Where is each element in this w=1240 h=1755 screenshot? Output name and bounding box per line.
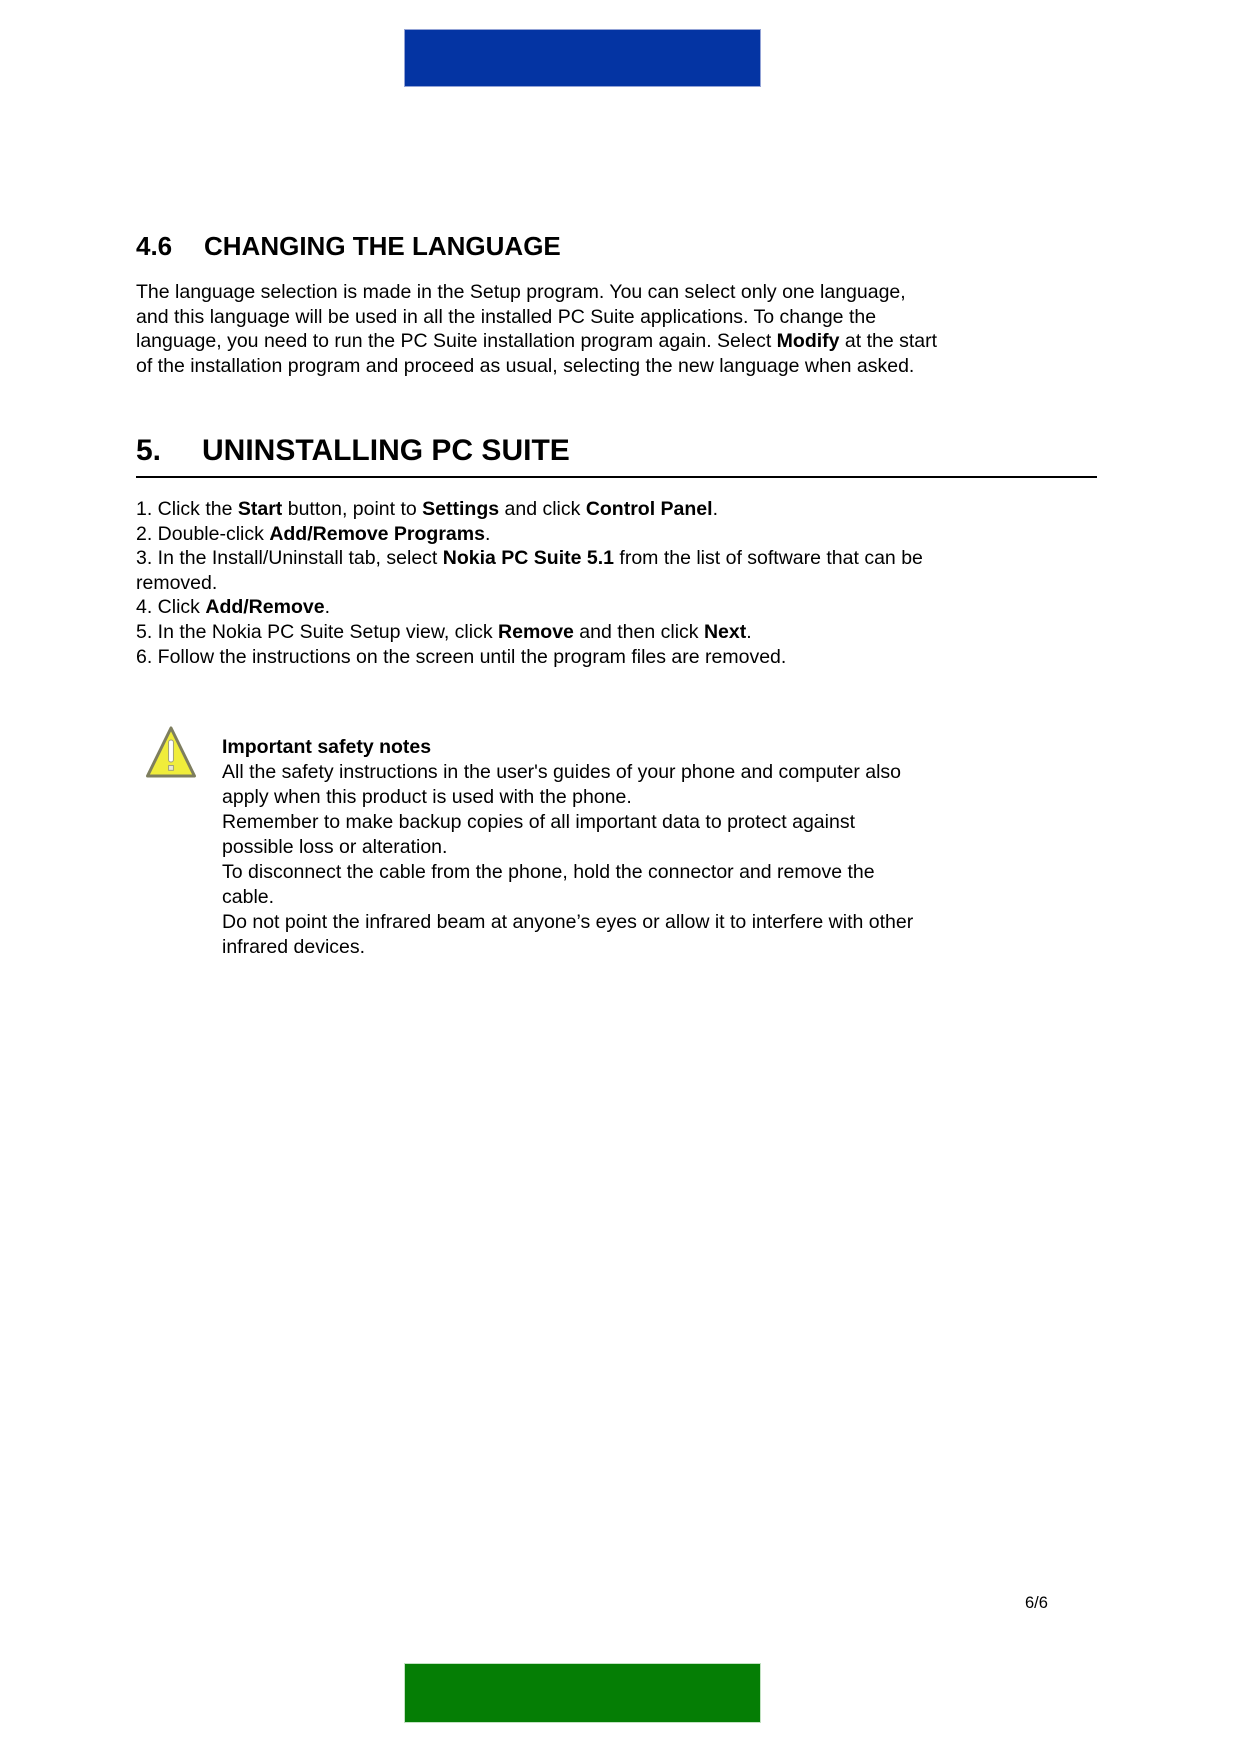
section-46-paragraph xyxy=(136,280,1116,378)
safety-note-line: All the safety instructions in the user's guides of your phone and computer also xyxy=(222,761,902,783)
list-line: removed. xyxy=(136,571,218,594)
safety-notes-title: Important safety notes xyxy=(222,736,432,758)
safety-note-line: To disconnect the cable from the phone, hold the connector and remove the xyxy=(222,861,875,883)
safety-notes-block xyxy=(222,735,1122,960)
safety-note-line: Do not point the infrared beam at anyone’s eyes or allow it to interfere with other xyxy=(222,911,914,933)
section-46-number: 4.6 xyxy=(136,231,173,261)
paragraph-line: language, you need to run the PC Suite installation program again. Select Modify at the start xyxy=(136,330,938,352)
paragraph-line: of the installation program and proceed as usual, selecting the new language when asked. xyxy=(136,354,915,377)
paragraph-line: and this language will be used in all the installed PC Suite applications. To change the xyxy=(136,305,877,328)
safety-note-line: infrared devices. xyxy=(222,936,366,958)
safety-note-line: Remember to make backup copies of all important data to protect against xyxy=(222,811,855,833)
list-line: 1. Click the Start button, point to Settings and click Control Panel. xyxy=(136,498,718,520)
safety-note-line: apply when this product is used with the phone. xyxy=(222,786,632,808)
list-line: 5. In the Nokia PC Suite Setup view, click Remove and then click Next. xyxy=(136,620,752,643)
section-5-heading xyxy=(136,434,570,467)
page-number: 6/6 xyxy=(1025,1594,1048,1612)
section-5-title: UNINSTALLING PC SUITE xyxy=(202,434,570,467)
list-line: 2. Double-click Add/Remove Programs. xyxy=(136,522,491,545)
section-46-heading xyxy=(136,232,561,261)
section-46-title: CHANGING THE LANGUAGE xyxy=(204,231,561,261)
section-divider-rule xyxy=(136,476,1097,478)
paragraph-line: The language selection is made in the Setup program. You can select only one language, xyxy=(136,281,906,303)
safety-note-line: cable. xyxy=(222,886,275,908)
list-line: 4. Click Add/Remove. xyxy=(136,596,330,619)
header-banner xyxy=(404,29,761,87)
list-line: 3. In the Install/Uninstall tab, select Nokia PC Suite 5.1 from the list of software that can be xyxy=(136,547,923,570)
warning-triangle-icon xyxy=(145,724,197,782)
footer-banner xyxy=(404,1663,761,1723)
list-line: 6. Follow the instructions on the screen until the program files are removed. xyxy=(136,645,787,668)
section-5-number: 5. xyxy=(136,434,162,467)
uninstall-steps-list xyxy=(136,497,1116,669)
safety-note-line: possible loss or alteration. xyxy=(222,836,448,858)
